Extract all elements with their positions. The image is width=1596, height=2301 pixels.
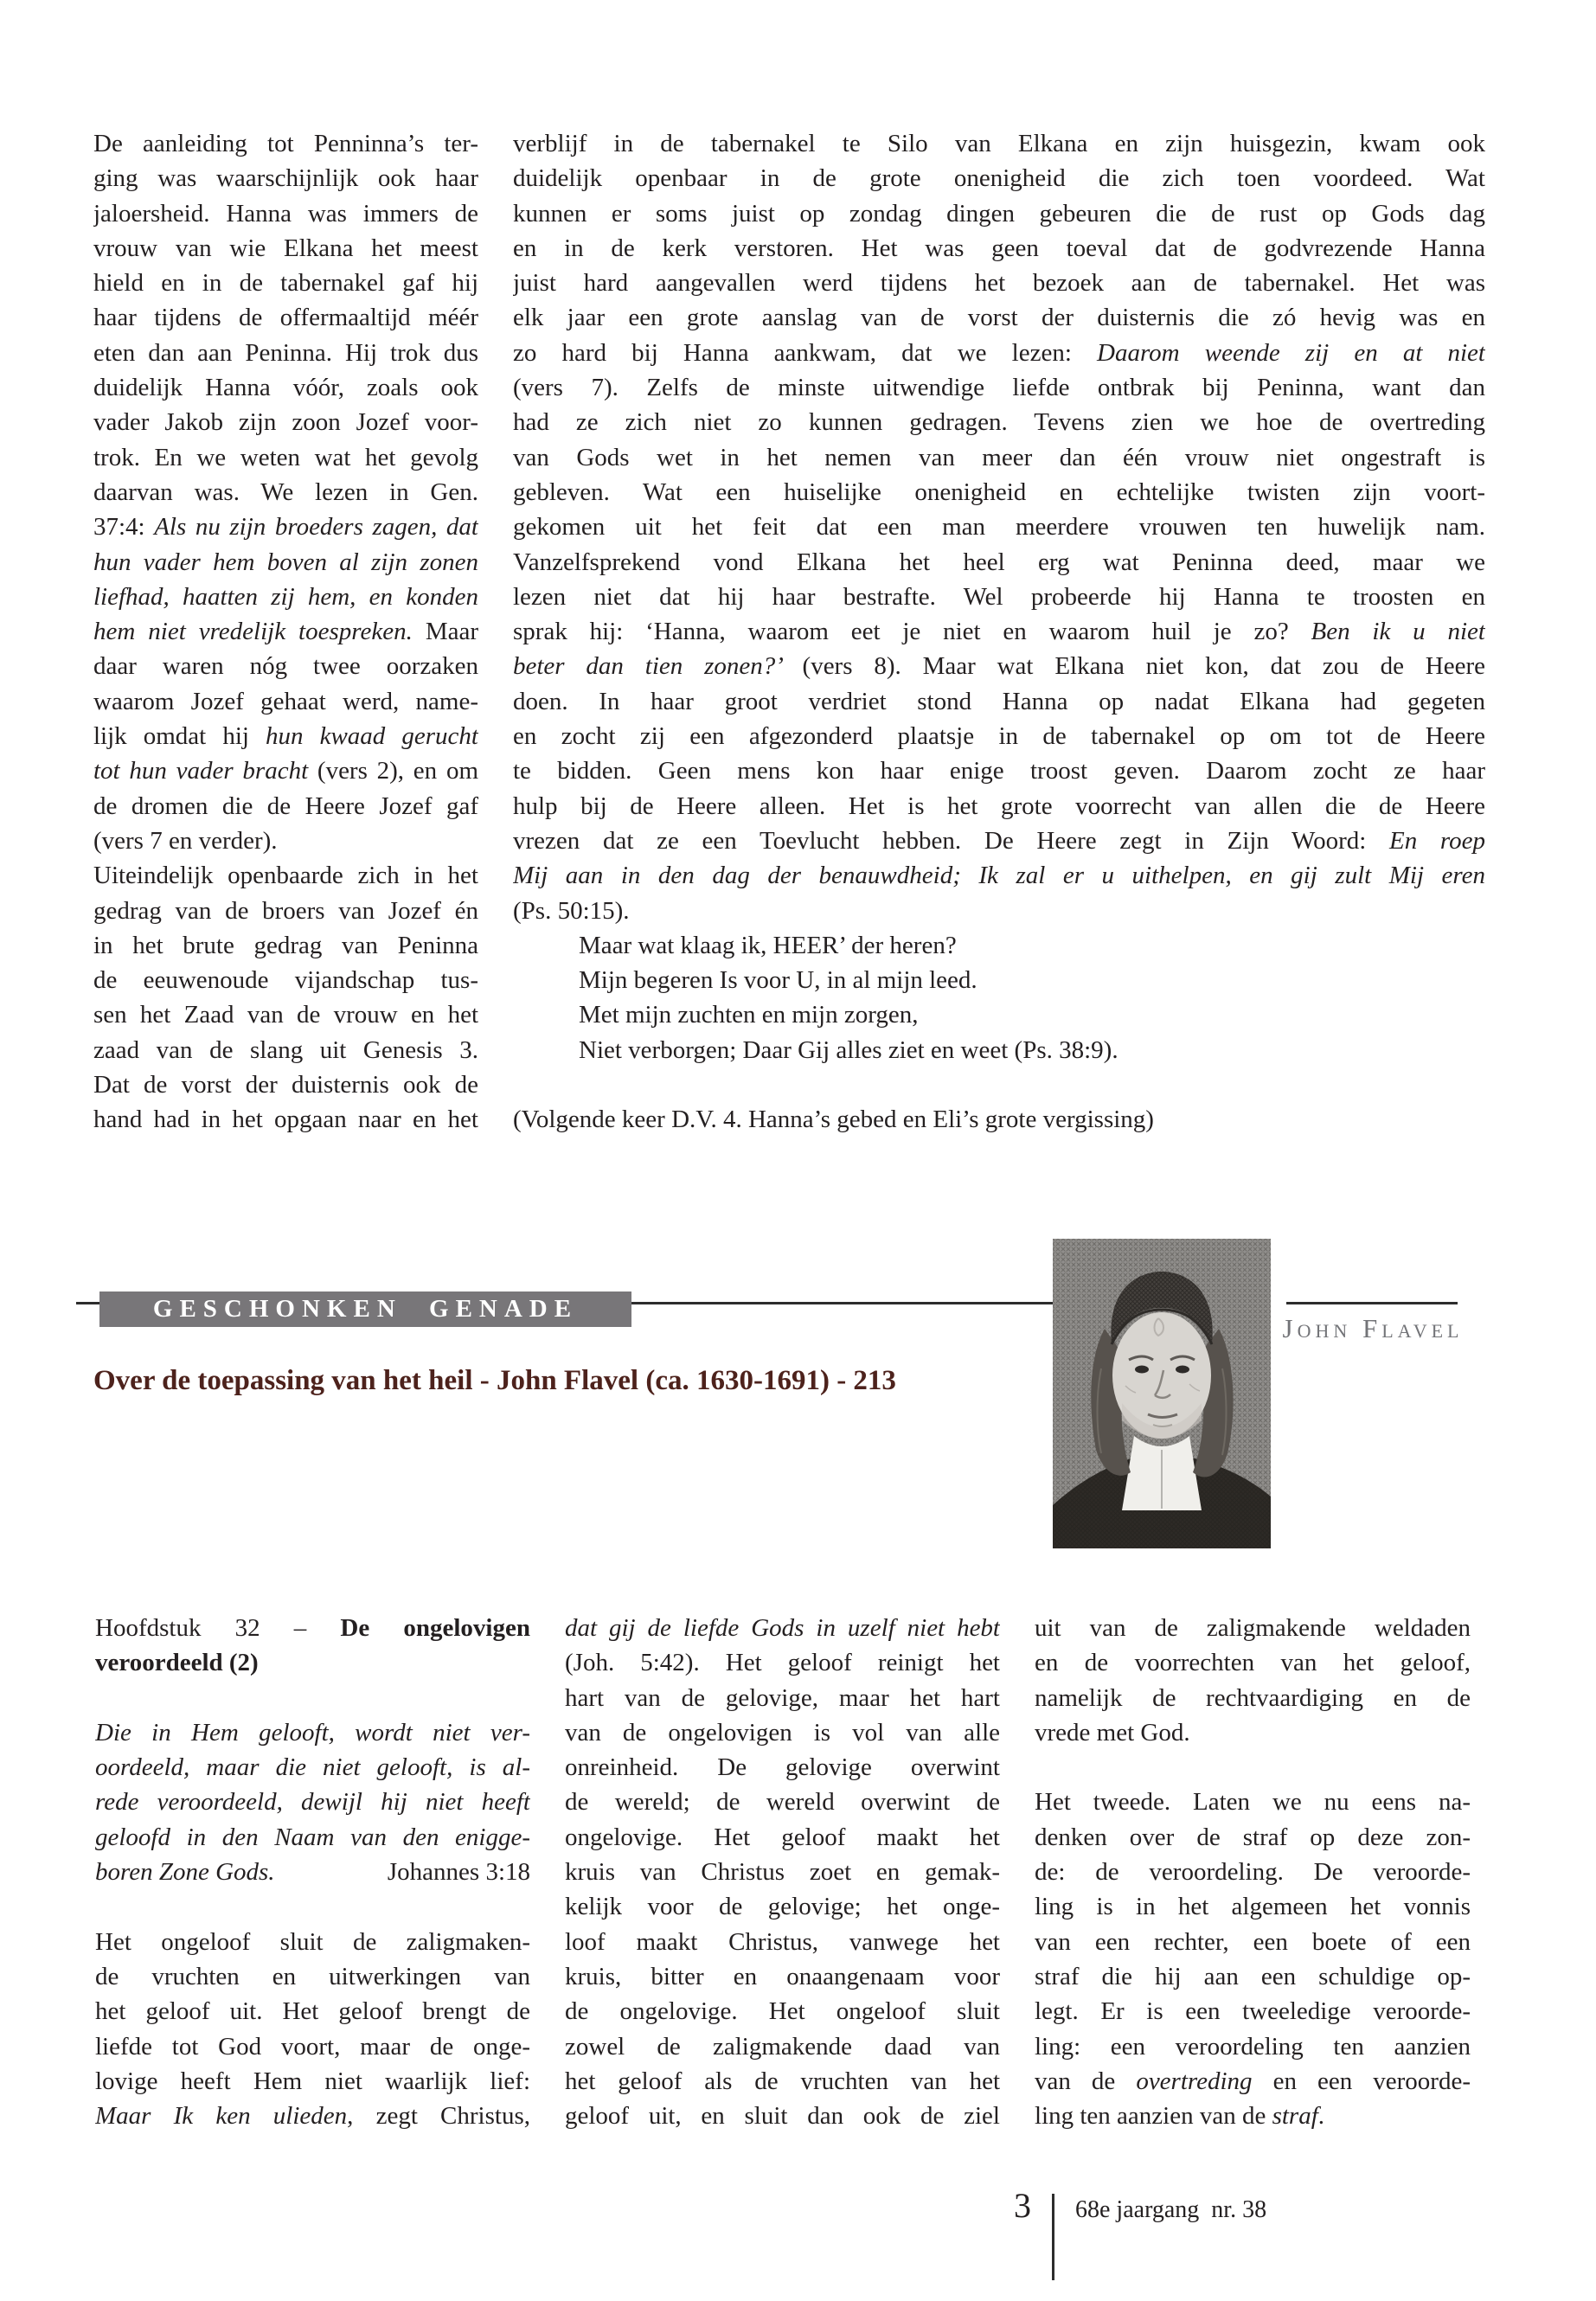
- text-line: hield en in de tabernakel gaf hij: [93, 269, 478, 298]
- text-line: Vanzelfsprekend vond Elkana het heel erg wat Peninna deed, maar we: [513, 548, 1485, 576]
- page-number: 3: [1014, 2186, 1031, 2225]
- text-line: ongelovige. Het geloof maakt het: [565, 1823, 1000, 1851]
- text-line: rede veroordeeld, dewijl hij niet heeft: [95, 1788, 530, 1817]
- text-line: geloof uit, en sluit dan ook de ziel: [565, 2102, 1000, 2131]
- text-line: oordeeld, maar die niet gelooft, is al-: [95, 1753, 530, 1782]
- text-line: onreinheid. De gelovige overwint: [565, 1753, 1000, 1782]
- john-flavel-portrait-image: [1053, 1239, 1271, 1548]
- text-line: jaloersheid. Hanna was immers de: [93, 199, 478, 228]
- article-flavel-column-2: [565, 1611, 1000, 2133]
- text-line: De aanleiding tot Penninna’s ter-: [93, 130, 478, 157]
- text-line: Die in Hem gelooft, wordt niet ver-: [95, 1718, 530, 1747]
- blank-line: [95, 1889, 530, 1924]
- text-line: de ongelovige. Het ongeloof sluit: [565, 1997, 1000, 2026]
- text-line: trok. En we weten wat het gevolg: [93, 443, 478, 471]
- text-line: vader Jakob zijn zoon Jozef voor-: [93, 408, 478, 437]
- text-line: de dromen die de Heere Jozef gaf: [93, 792, 478, 820]
- text-line: juist hard aangevallen werd tijdens het bezoek aan de tabernakel. Het was: [513, 269, 1485, 298]
- article-hanna-left-column: [93, 126, 478, 1138]
- text-line: duidelijk Hanna vóór, zoals ook: [93, 374, 478, 402]
- text-line: denken over de straf op deze zon-: [1035, 1823, 1471, 1851]
- text-line: en de voorrechten van het geloof,: [1035, 1649, 1471, 1677]
- text-line: dat gij de liefde Gods in uzelf niet hebt: [565, 1614, 1000, 1642]
- text-line: liefhad, haatten zij hem, en konden: [93, 582, 478, 611]
- text-line: (Joh. 5:42). Het geloof reinigt het: [565, 1649, 1000, 1677]
- text-line: legt. Er is een tweeledige veroorde-: [1035, 1997, 1471, 2026]
- text-line: ling: een veroordeling ten aanzien: [1035, 2032, 1471, 2061]
- text-line: ling is in het algemeen het vonnis: [1035, 1893, 1471, 1921]
- article-hanna-right-column: [513, 126, 1485, 1138]
- text-line: Dat de vorst der duisternis ook de: [93, 1071, 478, 1099]
- text-line: veroordeeld (2): [95, 1649, 259, 1677]
- text-line: beter dan tien zonen?’ (vers 8). Maar wat Elkana niet kon, dat zou de Heere: [513, 652, 1485, 681]
- text-line: Met mijn zuchten en mijn zorgen,: [579, 1001, 919, 1029]
- text-line: Het ongeloof sluit de zaligmaken-: [95, 1927, 530, 1956]
- text-line: lezen niet dat hij haar bestrafte. Wel probeerde hij Hanna te troosten en: [513, 582, 1485, 611]
- text-line: zo hard bij Hanna aankwam, dat we lezen: Daarom weende zij en at niet: [513, 338, 1485, 367]
- text-line: ling ten aanzien van de straf.: [1035, 2102, 1325, 2131]
- text-line: van een rechter, een boete of een: [1035, 1927, 1471, 1956]
- text-line: straf die hij aan een schuldige op-: [1035, 1962, 1471, 1990]
- footer-divider-rule: [1052, 2194, 1054, 2280]
- text-line: de wereld; de wereld overwint de: [565, 1788, 1000, 1817]
- text-line: in het brute gedrag van Peninna: [93, 931, 478, 959]
- text-line: de vruchten en uitwerkingen van: [95, 1962, 530, 1990]
- section-title: GESCHONKEN GENADE: [152, 1295, 579, 1323]
- text-line: zaad van de slang uit Genesis 3.: [93, 1035, 478, 1064]
- text-line: 37:4: Als nu zijn broeders zagen, dat: [93, 513, 478, 542]
- text-line: het geloof als de vruchten van het: [565, 2067, 1000, 2095]
- text-line: waarom Jozef gehaat werd, name-: [93, 687, 478, 715]
- portrait-caption-rule: [1286, 1302, 1458, 1304]
- text-line: Mij aan in den dag der benauwdheid; Ik zal er u uithelpen, en gij zult Mij eren: [513, 862, 1485, 890]
- text-line: vrede met God.: [1035, 1718, 1190, 1747]
- text-line: sen het Zaad van de vrouw en het: [93, 1001, 478, 1029]
- text-line: gedrag van de broers van Jozef én: [93, 896, 478, 925]
- text-line: Hoofdstuk 32 – De ongelovigen: [95, 1614, 530, 1642]
- text-line: Maar Ik ken ulieden, zegt Christus,: [95, 2102, 530, 2131]
- article-flavel-column-3: [1035, 1611, 1471, 2133]
- blank-line: [513, 1067, 1485, 1102]
- text-line: kunnen er soms juist op zondag dingen gebeuren die de rust op Gods dag: [513, 199, 1485, 228]
- text-line: (vers 7 en verder).: [93, 826, 278, 855]
- text-line: boren Zone Gods. Johannes 3:18: [95, 1858, 530, 1887]
- text-line: (Ps. 50:15).: [513, 896, 630, 925]
- text-line: kelijk voor de gelovige; het onge-: [565, 1893, 1000, 1921]
- text-line: lijk omdat hij hun kwaad gerucht: [93, 722, 478, 751]
- text-line: namelijk de rechtvaardiging en de: [1035, 1683, 1471, 1712]
- text-line: gebleven. Wat een huiselijke onenigheid en echtelijke twisten zijn voort-: [513, 478, 1485, 506]
- text-line: kruis van Christus zoet en gemak-: [565, 1858, 1000, 1887]
- text-line: Uiteindelijk openbaarde zich in het: [93, 862, 478, 890]
- text-line: vrouw van wie Elkana het meest: [93, 234, 478, 262]
- text-line: het geloof uit. Het geloof brengt de: [95, 1997, 530, 2026]
- text-line: (vers 7). Zelfs de minste uitwendige liefde ontbrak bij Peninna, want dan: [513, 374, 1485, 402]
- text-line: daar waren nóg twee oorzaken: [93, 652, 478, 681]
- blank-line: [95, 1681, 530, 1715]
- issue-label: 68e jaargang nr. 38: [1075, 2196, 1267, 2223]
- text-line: (Volgende keer D.V. 4. Hanna’s gebed en Eli’s grote vergissing): [513, 1106, 1154, 1134]
- text-line: duidelijk openbaar in de grote onenigheid die zich toen voordeed. Wat: [513, 164, 1485, 193]
- text-line: de: de veroordeling. De veroorde-: [1035, 1858, 1471, 1887]
- text-line: zowel de zaligmakende daad van: [565, 2032, 1000, 2061]
- text-line: hun vader hem boven al zijn zonen: [93, 548, 478, 576]
- article-flavel-column-1: [95, 1611, 530, 2133]
- text-line: van de overtreding en een veroorde-: [1035, 2067, 1471, 2095]
- text-line: hulp bij de Heere alleen. Het is het grote voorrecht van allen die de Heere: [513, 792, 1485, 820]
- text-line: elk jaar een grote aanslag van de vorst der duisternis die zó hevig was en: [513, 304, 1485, 332]
- text-line: had ze zich niet zo kunnen gedragen. Tevens zien we hoe de overtreding: [513, 408, 1485, 437]
- text-line: ging was waarschijnlijk ook haar: [93, 164, 478, 193]
- text-line: hem niet vredelijk toespreken. Maar: [93, 618, 478, 646]
- portrait-caption: John Flavel: [1282, 1313, 1464, 1343]
- section-subtitle: Over de toepassing van het heil - John Flavel (ca. 1630-1691) - 213: [93, 1365, 896, 1396]
- text-line: eten dan aan Peninna. Hij trok dus: [93, 338, 478, 367]
- text-line: Maar wat klaag ik, HEER’ der heren?: [579, 931, 957, 959]
- text-line: Het tweede. Laten we nu eens na-: [1035, 1788, 1471, 1817]
- section-title-bar: [99, 1292, 631, 1327]
- text-line: geloofd in den Naam van den enigge-: [95, 1823, 530, 1851]
- text-line: sprak hij: ‘Hanna, waarom eet je niet en waarom huil je zo? Ben ik u niet: [513, 618, 1485, 646]
- text-line: Mijn begeren Is voor U, in al mijn leed.: [579, 966, 977, 995]
- text-line: liefde tot God voort, maar de onge-: [95, 2032, 530, 2061]
- text-line: daarvan was. We lezen in Gen.: [93, 478, 478, 506]
- text-line: verblijf in de tabernakel te Silo van Elkana en zijn huisgezin, kwam ook: [513, 130, 1485, 157]
- text-line: hart van de gelovige, maar het hart: [565, 1683, 1000, 1712]
- text-line: loof maakt Christus, vanwege het: [565, 1927, 1000, 1956]
- text-line: van Gods wet in het nemen van meer dan één vrouw niet ongestraft is: [513, 443, 1485, 471]
- text-line: gekomen uit het feit dat een man meerdere vrouwen ten huwelijk nam.: [513, 513, 1485, 542]
- text-line: en in de kerk verstoren. Het was geen toeval dat de godvrezende Hanna: [513, 234, 1485, 262]
- text-line: en zocht zij een afgezonderd plaatsje in de tabernakel op om tot de Heere: [513, 722, 1485, 751]
- text-line: kruis, bitter en onaangenaam voor: [565, 1962, 1000, 1990]
- text-line: tot hun vader bracht (vers 2), en om: [93, 757, 478, 785]
- text-line: van de ongelovigen is vol van alle: [565, 1718, 1000, 1747]
- blank-line: [1035, 1750, 1471, 1785]
- text-line: Niet verborgen; Daar Gij alles ziet en weet (Ps. 38:9).: [579, 1035, 1118, 1064]
- text-line: lovige heeft Hem niet waarlijk lief:: [95, 2067, 530, 2095]
- text-line: hand had in het opgaan naar en het: [93, 1106, 478, 1134]
- text-line: haar tijdens de offermaaltijd méér: [93, 304, 478, 332]
- text-line: doen. In haar groot verdriet stond Hanna op nadat Elkana had gegeten: [513, 687, 1485, 715]
- text-line: vrezen dat ze een Toevlucht hebben. De Heere zegt in Zijn Woord: En roep: [513, 826, 1485, 855]
- text-line: de eeuwenoude vijandschap tus-: [93, 966, 478, 995]
- text-line: uit van de zaligmakende weldaden: [1035, 1614, 1471, 1642]
- text-line: te bidden. Geen mens kon haar enige troost geven. Daarom zocht ze haar: [513, 757, 1485, 785]
